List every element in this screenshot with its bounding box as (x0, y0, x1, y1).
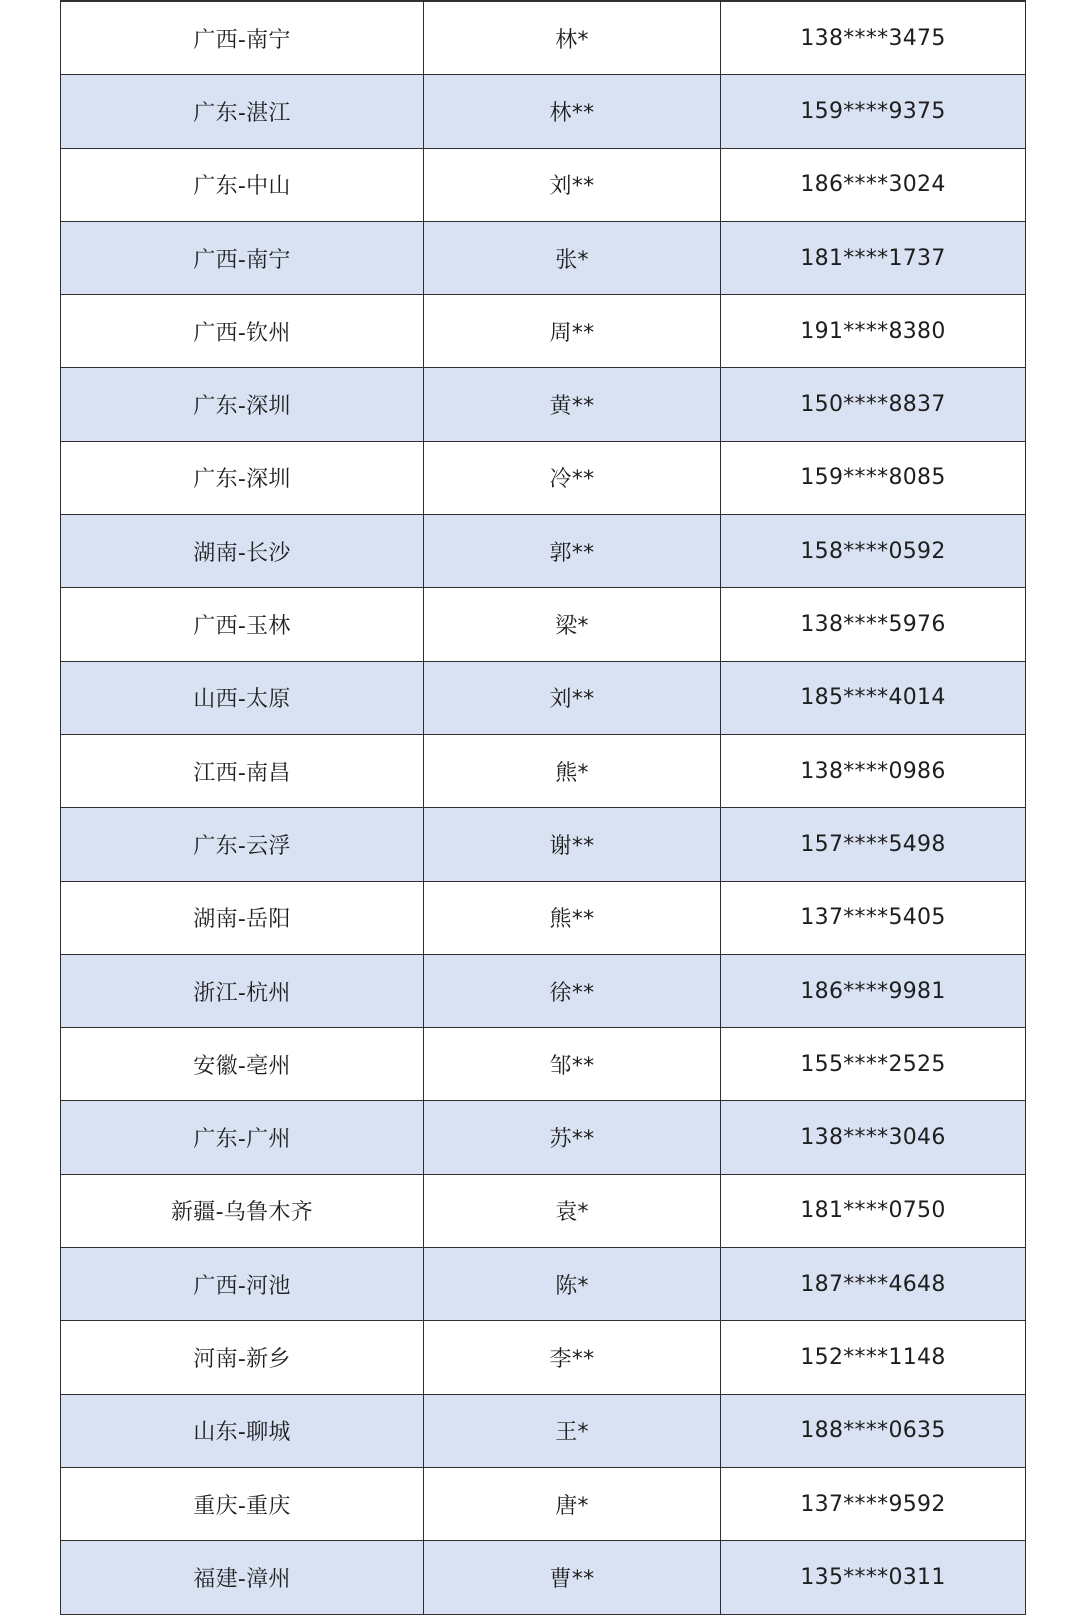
region-cell: 广西-南宁 (61, 1, 424, 75)
phone-cell: 187****4648 (721, 1248, 1026, 1321)
region-cell: 安徽-亳州 (61, 1028, 424, 1101)
region-cell: 广西-玉林 (61, 588, 424, 661)
winners-table-container (60, 0, 1025, 1615)
table-row (61, 881, 1026, 954)
region-cell: 河南-新乡 (61, 1321, 424, 1394)
name-cell: 林* (424, 1, 721, 75)
table-row (61, 148, 1026, 221)
table-row (61, 75, 1026, 148)
phone-cell: 185****4014 (721, 661, 1026, 734)
phone-cell: 186****9981 (721, 954, 1026, 1027)
name-cell: 邹** (424, 1028, 721, 1101)
region-cell: 浙江-杭州 (61, 954, 424, 1027)
region-cell: 广东-湛江 (61, 75, 424, 148)
name-cell: 林** (424, 75, 721, 148)
phone-cell: 137****5405 (721, 881, 1026, 954)
name-cell: 曹** (424, 1541, 721, 1614)
name-cell: 冷** (424, 441, 721, 514)
region-cell: 广西-钦州 (61, 295, 424, 368)
region-cell: 广西-南宁 (61, 221, 424, 294)
phone-cell: 155****2525 (721, 1028, 1026, 1101)
phone-cell: 159****8085 (721, 441, 1026, 514)
name-cell: 周** (424, 295, 721, 368)
name-cell: 陈* (424, 1248, 721, 1321)
phone-cell: 150****8837 (721, 368, 1026, 441)
table-row (61, 1, 1026, 75)
table-body (61, 1, 1026, 1614)
name-cell: 郭** (424, 515, 721, 588)
phone-cell: 186****3024 (721, 148, 1026, 221)
name-cell: 刘** (424, 661, 721, 734)
region-cell: 广东-广州 (61, 1101, 424, 1174)
table-row (61, 1101, 1026, 1174)
name-cell: 袁* (424, 1174, 721, 1247)
name-cell: 王* (424, 1394, 721, 1467)
name-cell: 熊** (424, 881, 721, 954)
region-cell: 广东-深圳 (61, 368, 424, 441)
phone-cell: 159****9375 (721, 75, 1026, 148)
table-row (61, 295, 1026, 368)
name-cell: 梁* (424, 588, 721, 661)
region-cell: 广东-云浮 (61, 808, 424, 881)
table-row (61, 954, 1026, 1027)
table-row (61, 441, 1026, 514)
region-cell: 湖南-长沙 (61, 515, 424, 588)
phone-cell: 138****5976 (721, 588, 1026, 661)
phone-cell: 137****9592 (721, 1467, 1026, 1540)
winners-table (60, 0, 1026, 1615)
name-cell: 徐** (424, 954, 721, 1027)
table-row (61, 221, 1026, 294)
table-row (61, 1394, 1026, 1467)
region-cell: 广西-河池 (61, 1248, 424, 1321)
table-row (61, 661, 1026, 734)
name-cell: 李** (424, 1321, 721, 1394)
table-row (61, 1467, 1026, 1540)
region-cell: 重庆-重庆 (61, 1467, 424, 1540)
table-row (61, 368, 1026, 441)
phone-cell: 138****3046 (721, 1101, 1026, 1174)
phone-cell: 152****1148 (721, 1321, 1026, 1394)
name-cell: 刘** (424, 148, 721, 221)
table-row (61, 1248, 1026, 1321)
region-cell: 福建-漳州 (61, 1541, 424, 1614)
table-row (61, 1321, 1026, 1394)
phone-cell: 158****0592 (721, 515, 1026, 588)
phone-cell: 191****8380 (721, 295, 1026, 368)
table-row (61, 588, 1026, 661)
phone-cell: 138****0986 (721, 734, 1026, 807)
name-cell: 黄** (424, 368, 721, 441)
name-cell: 唐* (424, 1467, 721, 1540)
region-cell: 广东-中山 (61, 148, 424, 221)
table-row (61, 515, 1026, 588)
phone-cell: 181****1737 (721, 221, 1026, 294)
phone-cell: 181****0750 (721, 1174, 1026, 1247)
phone-cell: 188****0635 (721, 1394, 1026, 1467)
table-row (61, 1541, 1026, 1614)
table-row (61, 734, 1026, 807)
region-cell: 山东-聊城 (61, 1394, 424, 1467)
table-row (61, 1028, 1026, 1101)
name-cell: 苏** (424, 1101, 721, 1174)
phone-cell: 157****5498 (721, 808, 1026, 881)
table-row (61, 1174, 1026, 1247)
region-cell: 山西-太原 (61, 661, 424, 734)
phone-cell: 135****0311 (721, 1541, 1026, 1614)
region-cell: 江西-南昌 (61, 734, 424, 807)
name-cell: 熊* (424, 734, 721, 807)
table-row (61, 808, 1026, 881)
phone-cell: 138****3475 (721, 1, 1026, 75)
region-cell: 广东-深圳 (61, 441, 424, 514)
region-cell: 新疆-乌鲁木齐 (61, 1174, 424, 1247)
name-cell: 谢** (424, 808, 721, 881)
name-cell: 张* (424, 221, 721, 294)
region-cell: 湖南-岳阳 (61, 881, 424, 954)
